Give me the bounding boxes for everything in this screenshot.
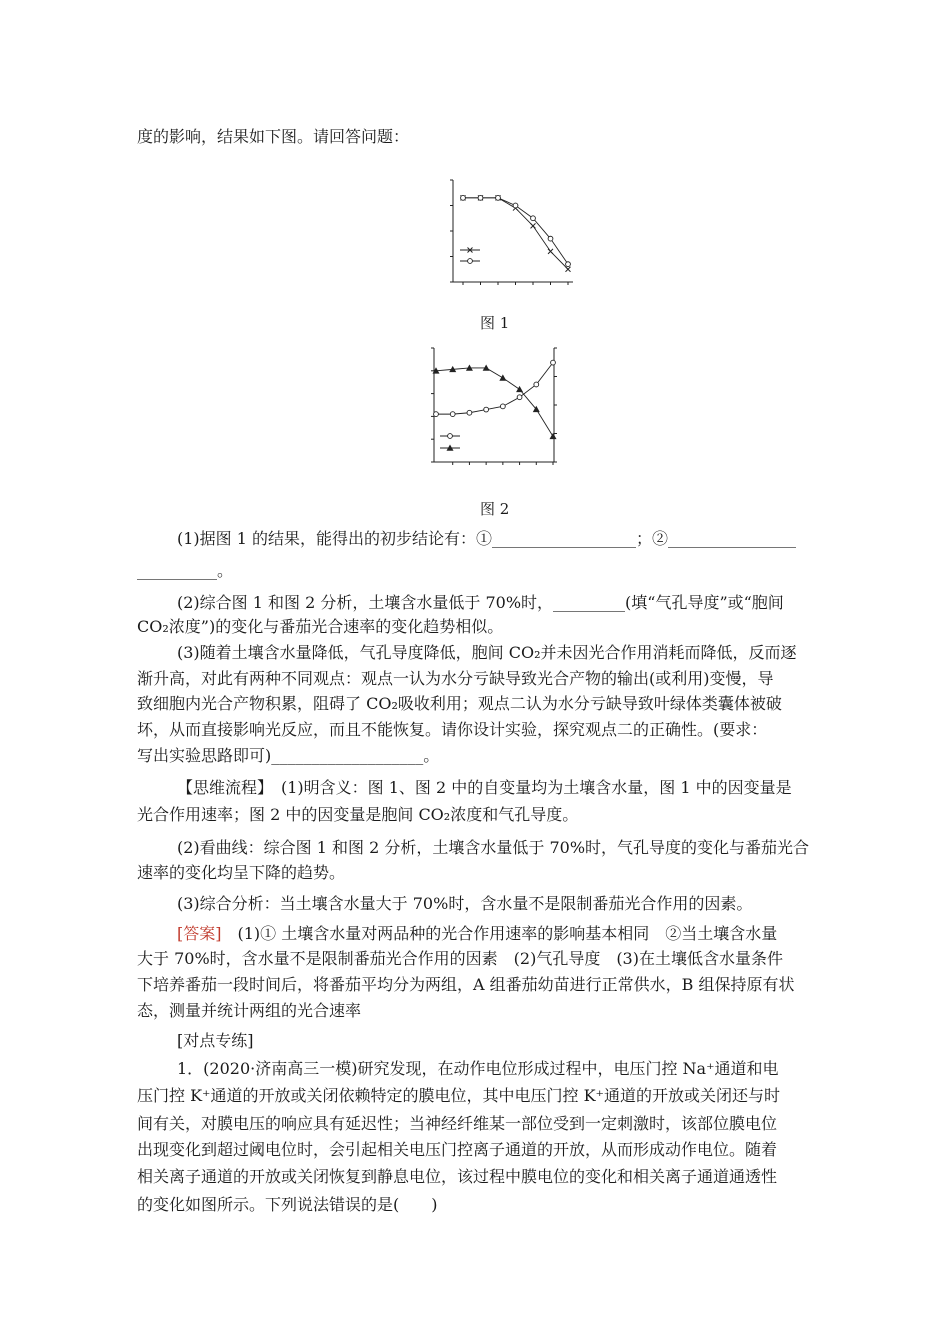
data-point [484, 407, 489, 412]
text-line-content: 速率的变化均呈下降的趋势。 [137, 863, 346, 882]
text-line-content: 间有关，对膜电压的响应具有延迟性；当神经纤维某一部位受到一定刺激时，该部位膜电位 [137, 1114, 778, 1133]
data-point [496, 195, 501, 200]
data-point [478, 195, 483, 200]
figure-2-caption: 图 2 [480, 500, 510, 518]
data-point [499, 374, 506, 380]
answer-tag: [答案] [177, 924, 222, 943]
text-line [177, 894, 817, 914]
text-line [177, 529, 817, 549]
data-point [548, 236, 553, 241]
text-line-content: 【思维流程】 (1)明含义：图 1、图 2 中的自变量均为土壤含水量，图 1 中的因变量是 [177, 778, 792, 797]
series-1 [433, 364, 557, 439]
text-line-content: 出现变化到超过阈电位时，会引起相关电压门控离子通道的开放，从而形成动作电位。随着 [137, 1140, 778, 1159]
data-point [531, 223, 536, 228]
text-line [137, 746, 817, 766]
text-line-content: 1．(2020·济南高三一模)研究发现，在动作电位形成过程中，电压门控 Na⁺通道和电 [177, 1059, 779, 1078]
data-point [434, 412, 439, 417]
legend-marker [468, 259, 473, 264]
text-line-content: 下培养番茄一段时间后，将番茄平均分为两组，A 组番茄幼苗进行正常供水，B 组保持原有状 [137, 975, 795, 994]
text-line [137, 617, 817, 637]
data-point [534, 382, 539, 387]
text-line [137, 1195, 817, 1215]
data-point [516, 386, 523, 392]
data-point [467, 410, 472, 415]
text-line [177, 643, 817, 663]
data-point [566, 267, 571, 272]
series-1 [461, 195, 571, 266]
text-line-content: (1)① 土壤含水量对两品种的光合作用速率的影响基本相同 ②当土壤含水量 [221, 924, 778, 943]
text-line [137, 561, 817, 581]
text-line [137, 975, 817, 995]
data-point [548, 249, 553, 254]
data-point [531, 216, 536, 221]
figure-2-chart [392, 340, 602, 492]
text-line [137, 694, 817, 714]
text-line-content: [对点专练] [177, 1031, 254, 1050]
data-point [517, 395, 522, 400]
axes [434, 348, 554, 462]
text-line [137, 863, 817, 883]
data-point [513, 203, 518, 208]
text-line [137, 1167, 817, 1187]
text-line [137, 669, 817, 689]
text-line [177, 1059, 817, 1079]
data-point [500, 404, 505, 409]
text-line-content: __________。 [137, 561, 234, 580]
intro-text: 度的影响，结果如下图。请回答问题： [137, 127, 410, 146]
series-line [436, 368, 553, 436]
text-line [177, 593, 817, 613]
text-line-content: 渐升高，对此有两种不同观点：观点一认为水分亏缺导致光合产物的输出(或利用)变慢，导 [137, 669, 774, 688]
data-point [566, 262, 571, 267]
text-line [137, 720, 817, 740]
text-line-content: 致细胞内光合产物积累，阻碍了 CO₂吸收利用；观点二认为水分亏缺导致叶绿体类囊体被破 [137, 694, 782, 713]
text-line [137, 1086, 817, 1106]
text-line-content: (3)综合分析：当土壤含水量大于 70%时，含水量不是限制番茄光合作用的因素。 [177, 894, 753, 913]
text-line-content: (1)据图 1 的结果，能得出的初步结论有：①__________________；②________________ [177, 529, 797, 548]
legend-marker [448, 434, 453, 439]
data-point [450, 412, 455, 417]
text-line-content: CO₂浓度”)的变化与番茄光合速率的变化趋势相似。 [137, 617, 504, 636]
text-line-content: 态，测量并统计两组的光合速率 [137, 1001, 362, 1020]
text-line [177, 1031, 817, 1051]
text-line [137, 949, 817, 969]
text-line [177, 924, 817, 944]
text-line-content: 写出实验思路即可)___________________。 [137, 746, 440, 765]
text-line-content: 坏，从而直接影响光反应，而且不能恢复。请你设计实验，探究观点二的正确性。(要求： [137, 720, 768, 739]
text-line [137, 1114, 817, 1134]
text-line-content: (3)随着土壤含水量降低，气孔导度降低，胞间 CO₂并未因光合作用消耗而降低，反而逐 [177, 643, 797, 662]
text-line-content: 相关离子通道的开放或关闭恢复到静息电位，该过程中膜电位的变化和相关离子通道通透性 [137, 1167, 778, 1186]
axes [453, 180, 573, 282]
text-line-content: 的变化如图所示。下列说法错误的是( ) [137, 1195, 438, 1214]
text-line [177, 778, 817, 798]
text-line-content: (2)看曲线：综合图 1 和图 2 分析，土壤含水量低于 70%时，气孔导度的变化与番茄光合 [177, 838, 810, 857]
text-line [137, 805, 817, 825]
text-line [137, 1001, 817, 1021]
text-line-content: 光合作用速率；图 2 中的因变量是胞间 CO₂浓度和气孔导度。 [137, 805, 579, 824]
text-line-content: 压门控 K⁺通道的开放或关闭依赖特定的膜电位，其中电压门控 K⁺通道的开放或关闭还与时 [137, 1086, 780, 1105]
figure-1-chart [398, 170, 588, 305]
data-point [551, 360, 556, 365]
text-line [177, 838, 817, 858]
data-point [461, 195, 466, 200]
text-line-content: 大于 70%时，含水量不是限制番茄光合作用的因素 (2)气孔导度 (3)在土壤低含水量条件 [137, 949, 783, 968]
text-line [137, 1140, 817, 1160]
figure-1-caption: 图 1 [480, 314, 510, 332]
text-line-content: (2)综合图 1 和图 2 分析，土壤含水量低于 70%时，_________(填“气孔导度”或“胞间 [177, 593, 784, 612]
